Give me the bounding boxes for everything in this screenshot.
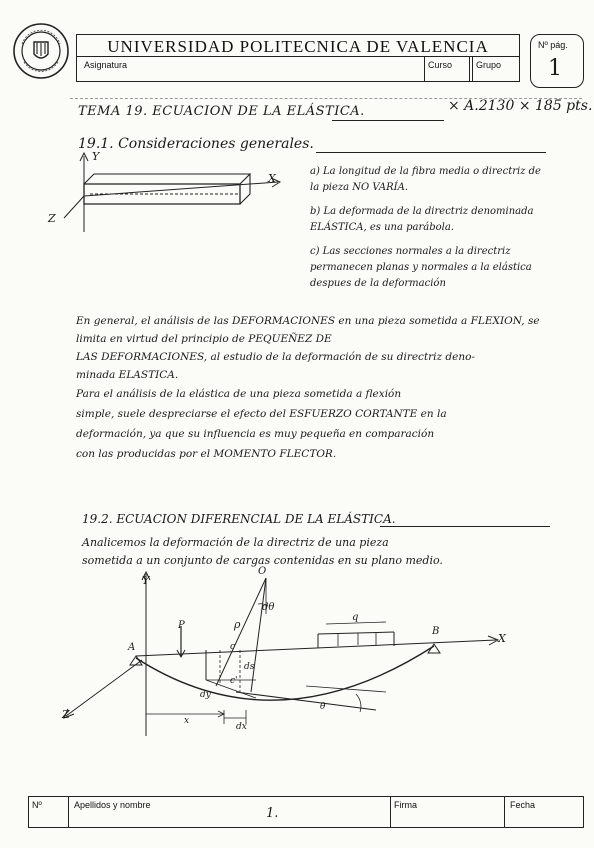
footer-divider-1 xyxy=(68,796,69,828)
para1-line1: En general, el análisis de las DEFORMACIONES en una pieza sometida a FLEXION, se limita en virtud del principio de PEQUEÑEZ DE xyxy=(76,315,540,345)
university-seal xyxy=(12,22,70,80)
title-underline xyxy=(332,120,444,121)
topic-title: TEMA 19. ECUACION DE LA ELÁSTICA. xyxy=(78,104,365,119)
paragraph-general xyxy=(76,312,556,384)
margin-note: × A.2130 × 185 pts. xyxy=(448,98,593,114)
fig2-c1-label: c' xyxy=(230,676,238,686)
paragraph-analysis xyxy=(82,534,562,570)
asignatura-label: Asignatura xyxy=(84,60,128,70)
condition-b: b) La deformada de la directriz denominada ELÁSTICA, es una parábola. xyxy=(310,206,534,233)
fig2-c-label: c xyxy=(230,642,236,652)
fig2-xdim-label: x xyxy=(184,716,190,726)
para2-line3: deformación, ya que su influencia es muy pequeña en comparación xyxy=(76,428,435,440)
page-number-label: Nº pág. xyxy=(538,40,568,50)
section-1-heading: 19.1. Consideraciones generales. xyxy=(78,136,314,152)
fig2-dy-label: dy xyxy=(200,690,211,700)
beam-figure xyxy=(40,152,300,237)
elastic-curve-figure xyxy=(56,568,526,740)
para1-line2: LAS DEFORMACIONES, al estudio de la deformación de su directriz deno- xyxy=(76,351,475,363)
footer-name-value[interactable]: 1. xyxy=(266,806,279,821)
fig2-y-label: Y xyxy=(142,574,150,587)
fig1-x-label: X xyxy=(268,172,276,185)
paragraph-shear xyxy=(76,384,556,464)
fig2-b-label: B xyxy=(432,626,440,637)
asignatura-field[interactable] xyxy=(80,70,420,78)
para1-line3: minada ELASTICA. xyxy=(76,369,179,381)
condition-c: c) Las secciones normales a la directriz permanecen planas y normales a la elástica despues de la deformación xyxy=(310,246,532,289)
para3-line1: Analicemos la deformación de la directriz de una pieza xyxy=(82,536,389,549)
conditions-list xyxy=(310,164,550,292)
fig2-z-label: Z xyxy=(62,708,70,721)
para3-line2: sometida a un conjunto de cargas contenidas en su plano medio. xyxy=(82,554,443,567)
page-number-value: 1 xyxy=(548,56,562,81)
condition-a: a) La longitud de la fibra media o directriz de la pieza NO VARÍA. xyxy=(310,166,541,193)
university-name: UNIVERSIDAD POLITECNICA DE VALENCIA xyxy=(107,37,489,56)
fig2-ds-label: ds xyxy=(244,662,255,672)
curso-label: Curso xyxy=(428,60,453,70)
footer-name-label: Apellidos y nombre xyxy=(74,800,151,810)
fig2-rho-label: ρ xyxy=(234,618,241,631)
para2-line2: simple, suele despreciarse el efecto del ESFUERZO CORTANTE en la xyxy=(76,408,447,420)
section-1-underline xyxy=(316,152,546,153)
para2-line1: Para el análisis de la elástica de una pieza sometida a flexión xyxy=(76,388,402,400)
fig1-y-label: Y xyxy=(92,150,100,163)
fig2-o-label: O xyxy=(258,566,267,577)
fig2-dx-label: dx xyxy=(236,722,247,732)
fig2-dtheta-label: dθ xyxy=(262,602,275,613)
footer-divider-2 xyxy=(390,796,391,828)
section-2-heading: 19.2. ECUACION DIFERENCIAL DE LA ELÁSTICA. xyxy=(82,512,396,526)
grupo-label: Grupo xyxy=(476,60,502,70)
footer-divider-3 xyxy=(504,796,505,828)
para2-line4: con las producidas por el MOMENTO FLECTOR. xyxy=(76,448,337,460)
fig2-theta-label: θ xyxy=(320,702,326,712)
footer-fecha-label: Fecha xyxy=(510,800,536,810)
footer-no-label: Nº xyxy=(32,800,42,810)
fig2-q-label: q xyxy=(352,612,359,623)
footer-firma-label: Firma xyxy=(394,800,417,810)
fig1-z-label: Z xyxy=(48,212,56,225)
fig2-a-label: A xyxy=(128,642,136,653)
fig2-x-label: X xyxy=(498,632,506,645)
fig2-p-label: P xyxy=(178,620,185,631)
section-2-underline xyxy=(380,526,550,527)
